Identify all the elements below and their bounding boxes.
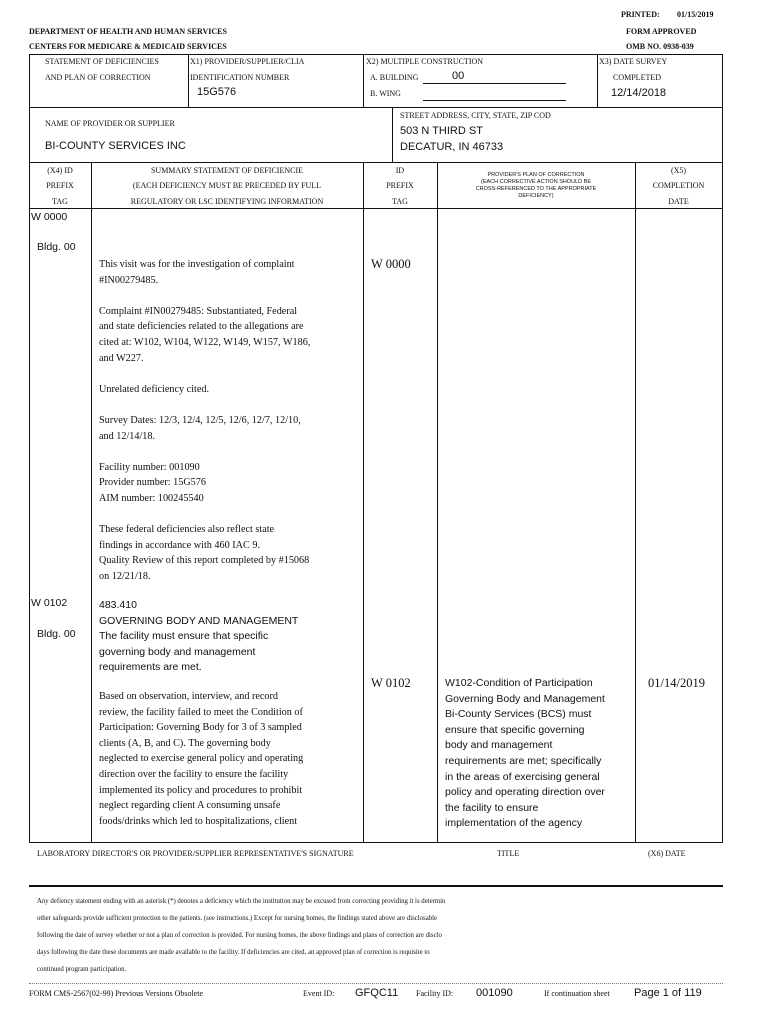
col-x4-1: (X4) ID — [47, 166, 73, 175]
disclaimer-line-4: days following the date these documents are made available to the facility. If deficiencies are cited, an approved plan of correction is requisite to — [37, 949, 430, 956]
x3-title-1: X3) DATE SURVEY — [599, 57, 668, 66]
disclaimer-line-3: following the date of survey whether or not a plan of correction is provided. For nursing homes, the above findings and plans of correction are disclo — [37, 932, 442, 939]
completion-date: 01/14/2019 — [648, 676, 705, 690]
disclaimer-line-2: other safeguards provide sufficient protection to the patients. (see instructions.) Except for nursing homes, the findings stated above are disclosable — [37, 915, 438, 922]
address-line-2: DECATUR, IN 46733 — [400, 141, 504, 153]
col-summary-3: REGULATORY OR LSC IDENTIFYING INFORMATION — [130, 197, 324, 206]
x2-title: X2) MULTIPLE CONSTRUCTION — [366, 57, 484, 66]
omb-number: OMB NO. 0938-039 — [626, 42, 694, 51]
col-x5-3: DATE — [668, 197, 689, 206]
provider-name-value: BI-COUNTY SERVICES INC — [45, 140, 186, 152]
col-x5-2: COMPLETION — [652, 181, 705, 190]
col-x4-3: TAG — [52, 197, 68, 206]
col-summary-2: (EACH DEFICIENCY MUST BE PRECEDED BY FULL — [132, 181, 322, 190]
facility-id-label: Facility ID: — [416, 989, 454, 998]
facility-id-value: 001090 — [476, 987, 513, 999]
col-x5-1: (X5) — [670, 166, 687, 175]
disclaimer — [37, 893, 737, 978]
plan-of-correction-text: W102-Condition of Participation Governing Body and Management Bi-County Services (BCS) must ensure that specific governing body and management requirements are met; specifically in the areas of exercising general policy and operating direction over the facility to ensure implementation of the agency — [445, 677, 605, 830]
building-label: A. BUILDING — [370, 73, 419, 82]
provider-id-value: 15G576 — [197, 86, 237, 98]
x1-left-label-1: STATEMENT OF DEFICIENCIES — [45, 57, 159, 66]
printed-label: PRINTED: — [621, 10, 660, 19]
complaint-text: This visit was for the investigation of complaint #IN00279485. Complaint #IN00279485: Substantiated, Federal and state deficiencies related to the allegations are cited at: W102, W104, W122, W149, W157, W186, and W227. Unrelated deficiency cited. Survey Dates: 12/3, 12/4, 12/5, 12/6, 12/7, 12/10, and 12/14/18. Facility number: 001090 Provider number: 15G576 AIM number: 100245540 These federal deficiencies also reflect state findings in accordance with 460 IAC 9. Quality Review of this report completed by #15068 on 12/21/18. — [99, 259, 311, 582]
signature-divider — [29, 885, 723, 887]
x3-title-2: COMPLETED — [613, 73, 661, 82]
col-id-3: TAG — [392, 197, 408, 206]
survey-date-value: 12/14/2018 — [611, 87, 667, 99]
bldg-label-1: Bldg. 00 — [37, 241, 76, 253]
tag-w0102: W 0102 — [31, 597, 68, 609]
address-line-1: 503 N THIRD ST — [400, 125, 483, 137]
wing-label: B. WING — [370, 89, 401, 98]
col-plan-1: PROVIDER'S PLAN OF CORRECTION — [487, 172, 585, 178]
form-approved: FORM APPROVED — [626, 27, 697, 36]
col-id-1: ID — [395, 166, 405, 175]
col-x4-2: PREFIX — [46, 181, 74, 190]
col-plan-2: (EACH CORRECTIVE ACTION SHOULD BE — [480, 179, 592, 185]
printed-date: 01/15/2019 — [677, 10, 714, 19]
tag-w0000: W 0000 — [31, 211, 68, 223]
col-summary-1: SUMMARY STATEMENT OF DEFICIENCIE — [150, 166, 304, 175]
director-signature-label: LABORATORY DIRECTOR'S OR PROVIDER/SUPPLIER REPRESENTATIVE'S SIGNATURE — [37, 849, 354, 858]
title-label: TITLE — [497, 849, 520, 858]
x1-left-label-2: AND PLAN OF CORRECTION — [45, 73, 151, 82]
disclaimer-line-5: continued program participation. — [37, 966, 127, 973]
bldg-label-2: Bldg. 00 — [37, 628, 76, 640]
form-number: FORM CMS-2567(02-99) Previous Versions Obsolete — [29, 989, 204, 998]
department-title: DEPARTMENT OF HEALTH AND HUMAN SERVICES — [29, 27, 227, 36]
regulation-text: 483.410 GOVERNING BODY AND MANAGEMENT The facility must ensure that specific governing body and management requirements are met. — [99, 599, 299, 674]
x1-title-2: IDENTIFICATION NUMBER — [190, 73, 290, 82]
id-tag-w0000: W 0000 — [371, 257, 411, 271]
col-id-2: PREFIX — [386, 181, 414, 190]
id-tag-w0102: W 0102 — [371, 676, 411, 690]
disclaimer-line-1: Any defiency statement ending with an asterisk (*) denotes a deficiency which the institution may be excused from correcting providing it is determin — [37, 898, 446, 905]
address-label: STREET ADDRESS, CITY, STATE, ZIP COD — [400, 111, 551, 120]
continuation-label: If continuation sheet — [544, 989, 610, 998]
footer-divider — [29, 983, 723, 984]
centers-title: CENTERS FOR MEDICARE & MEDICAID SERVICES — [29, 42, 227, 51]
col-plan-3: CROSS-REFERENCED TO THE APPROPRIATE — [475, 186, 597, 192]
x1-title-1: X1) PROVIDER/SUPPLIER/CLIA — [190, 57, 305, 66]
provider-name-label: NAME OF PROVIDER OR SUPPLIER — [45, 119, 175, 128]
x6-date-label: (X6) DATE — [648, 849, 686, 858]
event-id-label: Event ID: — [303, 989, 335, 998]
col-plan-4: DEFICIENCY) — [518, 193, 554, 199]
building-value: 00 — [452, 70, 465, 82]
page-number: Page 1 of 119 — [634, 987, 702, 999]
finding-text: Based on observation, interview, and record review, the facility failed to meet the Condition of Participation: Governing Body for 3 of 3 sampled clients (A, B, and C). The governing body neglected to exercise general policy and operating direction over the facility to ensure the facility implemented its policy and procedures to prohibit neglect regarding client A consuming unsafe foods/drinks which led to hospitalizations, client — [99, 691, 304, 827]
event-id-value: GFQC11 — [355, 987, 399, 999]
